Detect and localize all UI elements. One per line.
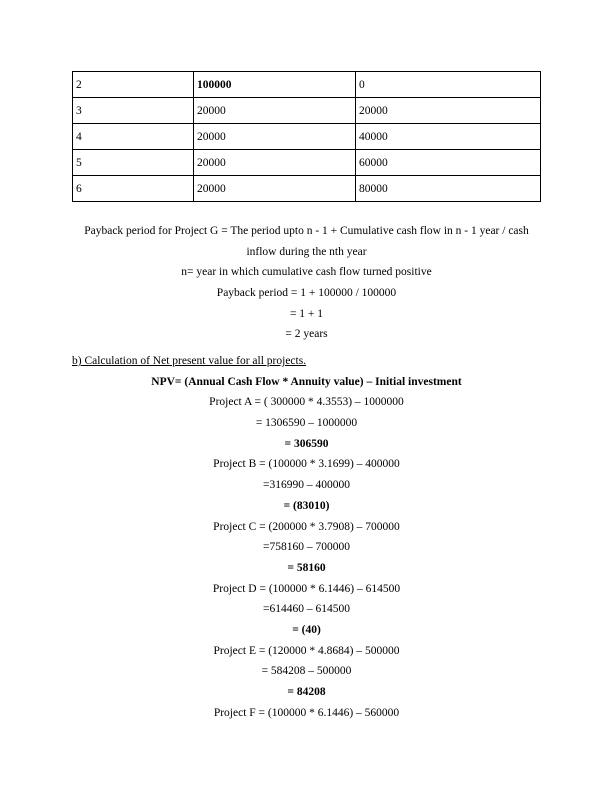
npv-line: Project C = (200000 * 3.7908) – 700000	[213, 520, 400, 533]
table-cell-year: 4	[73, 124, 194, 150]
table-row	[73, 98, 541, 124]
npv-result: = 58160	[287, 561, 326, 574]
table-cell-cash-flow: 20000	[194, 150, 356, 176]
table-cell-cumulative: 40000	[356, 124, 541, 150]
table-row	[73, 72, 541, 98]
npv-formula: NPV= (Annual Cash Flow * Annuity value) – Initial investment	[151, 375, 462, 388]
npv-line: Project E = (120000 * 4.8684) – 500000	[213, 644, 400, 657]
npv-line: = 1306590 – 1000000	[255, 417, 358, 430]
npv-line: =316990 – 400000	[263, 479, 350, 492]
table-row	[73, 124, 541, 150]
npv-heading: b) Calculation of Net present value for all projects.	[72, 355, 307, 367]
npv-line: Project B = (100000 * 3.1699) – 400000	[213, 458, 400, 471]
npv-result: = 84208	[287, 686, 326, 698]
npv-result: = (83010)	[283, 499, 330, 512]
payback-n-definition: n= year in which cumulative cash flow turned positive	[181, 266, 432, 279]
npv-line: =758160 – 700000	[263, 541, 350, 554]
npv-line: Project A = ( 300000 * 4.3553) – 1000000	[209, 396, 404, 409]
table-cell-year: 6	[73, 176, 194, 202]
payback-section	[72, 221, 541, 345]
payback-calculation: Payback period = 1 + 100000 / 100000	[216, 287, 397, 300]
table-cell-year: 2	[73, 72, 194, 98]
payback-result: = 2 years	[285, 328, 328, 341]
table-cell-year: 5	[73, 150, 194, 176]
npv-line: Project D = (100000 * 6.1446) – 614500	[212, 582, 401, 595]
npv-result: = 306590	[284, 437, 329, 450]
cash-flow-table	[72, 71, 541, 202]
table-row	[73, 176, 541, 202]
npv-line: =614460 – 614500	[263, 603, 350, 616]
table-cell-cumulative: 20000	[356, 98, 541, 124]
npv-line: = 584208 – 500000	[261, 665, 352, 678]
table-cell-cumulative: 60000	[356, 150, 541, 176]
table-cell-year: 3	[73, 98, 194, 124]
table-cell-cash-flow: 100000	[194, 72, 356, 98]
table-cell-cash-flow: 20000	[194, 176, 356, 202]
npv-section	[72, 351, 541, 723]
npv-result: = (40)	[292, 623, 321, 636]
table-cell-cumulative: 0	[356, 72, 541, 98]
table-cell-cash-flow: 20000	[194, 98, 356, 124]
npv-line: Project F = (100000 * 6.1446) – 560000	[213, 706, 400, 719]
table-cell-cash-flow: 20000	[194, 124, 356, 150]
payback-formula: Payback period for Project G = The period upto n - 1 + Cumulative cash flow in n - 1 year / cash inflow during the nth year	[84, 225, 529, 258]
table-cell-cumulative: 80000	[356, 176, 541, 202]
table-row	[73, 150, 541, 176]
payback-step: = 1 + 1	[289, 307, 324, 320]
